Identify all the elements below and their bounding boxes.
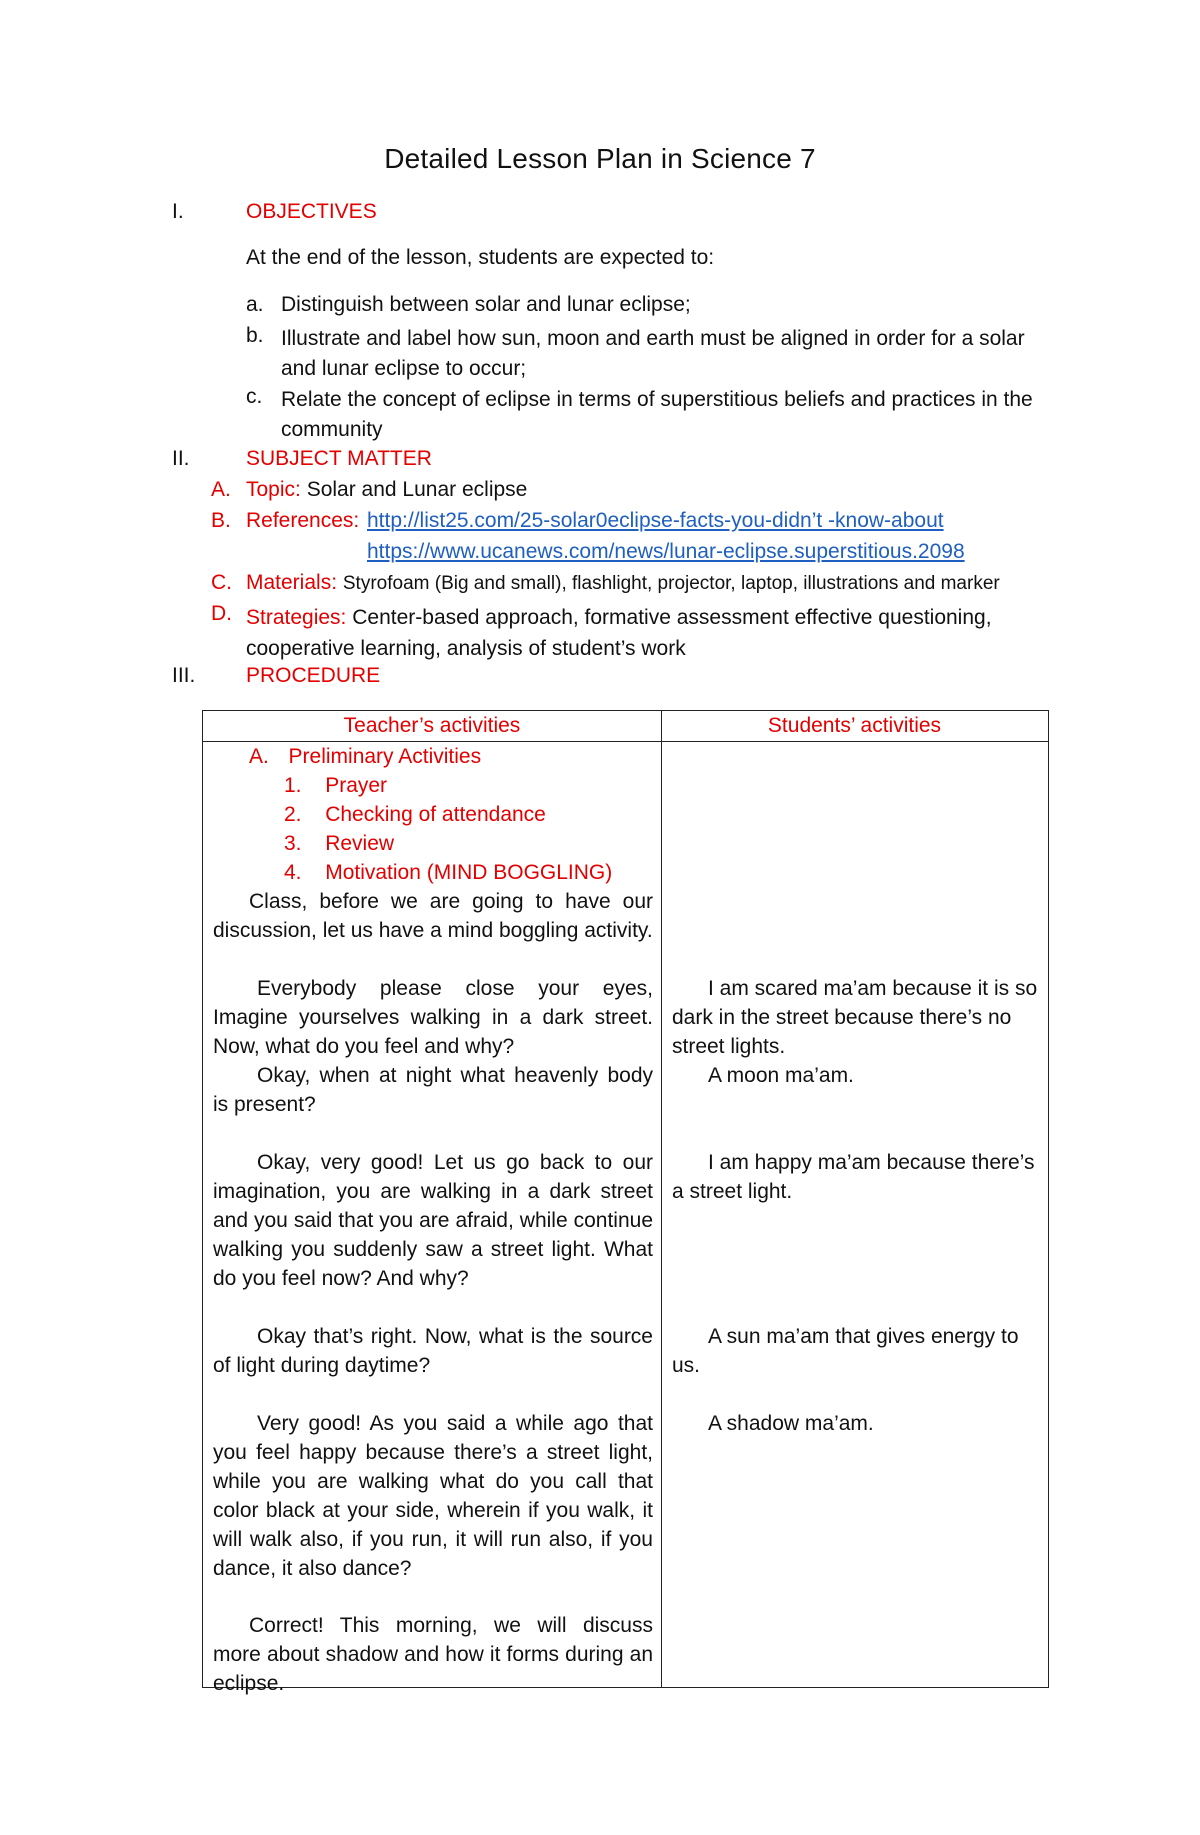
item-number: 1. bbox=[284, 774, 302, 797]
table-header-students: Students’ activities bbox=[767, 714, 942, 737]
section-heading-objectives: OBJECTIVES bbox=[246, 200, 377, 223]
section-numeral-subject: II. bbox=[172, 447, 190, 470]
item-number: 2. bbox=[284, 803, 302, 826]
preliminary-item bbox=[213, 800, 653, 829]
materials-line bbox=[246, 571, 1000, 595]
student-response: A shadow ma’am. bbox=[708, 1412, 874, 1435]
teacher-paragraph: Okay, when at night what heavenly body is present? bbox=[213, 1064, 653, 1116]
teacher-paragraph: Very good! As you said a while ago that you feel happy because there’s a street light, while you are walking what do you call that color black at your side, wherein if you walk, it will walk also, if you run, it will run also, if you dance, it also dance? bbox=[213, 1412, 653, 1580]
preliminary-heading bbox=[213, 742, 653, 771]
reference-link-2[interactable]: https://www.ucanews.com/news/lunar-eclipse.superstitious.2098 bbox=[367, 540, 965, 563]
objective-item: Distinguish between solar and lunar eclipse; bbox=[281, 293, 691, 316]
teacher-paragraph: Class, before we are going to have our discussion, let us have a mind boggling activity. bbox=[213, 890, 653, 942]
section-heading-subject: SUBJECT MATTER bbox=[246, 447, 432, 470]
page-title: Detailed Lesson Plan in Science 7 bbox=[384, 143, 816, 174]
teacher-paragraph: Correct! This morning, we will discuss more about shadow and how it forms during an eclipse. bbox=[213, 1614, 653, 1695]
item-text: Checking of attendance bbox=[325, 803, 546, 826]
section-heading-procedure: PROCEDURE bbox=[246, 664, 381, 687]
preliminary-heading-text: Preliminary Activities bbox=[288, 745, 482, 768]
section-numeral-objectives: I. bbox=[172, 200, 184, 223]
teacher-paragraph: Everybody please close your eyes, Imagine yourselves walking in a dark street. Now, what do you feel and why? bbox=[213, 977, 653, 1058]
teacher-paragraph: Okay that’s right. Now, what is the source of light during daytime? bbox=[213, 1325, 653, 1377]
strategies-label: Strategies: bbox=[246, 606, 347, 629]
objective-item: Illustrate and label how sun, moon and earth must be aligned in order for a solar and lunar eclipse to occur; bbox=[281, 327, 1025, 380]
student-response: A sun ma’am that gives energy to us. bbox=[672, 1325, 1019, 1377]
preliminary-item bbox=[213, 829, 653, 858]
objective-item: Relate the concept of eclipse in terms of superstitious beliefs and practices in the community bbox=[281, 388, 1033, 441]
item-number: 4. bbox=[284, 861, 302, 884]
topic-letter: A. bbox=[211, 478, 231, 501]
student-response: I am scared ma’am because it is so dark in the street because there’s no street lights. bbox=[672, 977, 1038, 1058]
student-response: I am happy ma’am because there’s a street light. bbox=[672, 1151, 1035, 1203]
objective-letter: c. bbox=[246, 385, 263, 408]
objective-letter: a. bbox=[246, 293, 264, 316]
materials-value: Styrofoam (Big and small), flashlight, projector, laptop, illustrations and marker bbox=[342, 573, 1000, 594]
preliminary-item bbox=[213, 858, 653, 887]
teacher-paragraph: Okay, very good! Let us go back to our imagination, you are walking in a dark street and you said that you are afraid, while continue walking you suddenly saw a street light. What do you feel now? And why? bbox=[213, 1151, 653, 1290]
reference-link-1[interactable]: http://list25.com/25-solar0eclipse-facts-you-didn’t -know-about bbox=[367, 509, 944, 532]
topic-label: Topic: bbox=[246, 478, 301, 501]
references-label: References: bbox=[246, 509, 360, 532]
activities-table bbox=[202, 710, 1049, 1695]
preliminary-block bbox=[213, 742, 653, 887]
table-header-teacher: Teacher’s activities bbox=[343, 714, 521, 737]
table-column-divider bbox=[661, 711, 662, 1687]
preliminary-item bbox=[213, 771, 653, 800]
strategies-letter: D. bbox=[211, 602, 232, 625]
preliminary-letter: A. bbox=[249, 745, 269, 768]
strategies-value: Center-based approach, formative assessment effective questioning, cooperative learning, analysis of student’s work bbox=[246, 606, 992, 660]
topic-line bbox=[246, 478, 527, 502]
materials-letter: C. bbox=[211, 571, 232, 594]
references-letter: B. bbox=[211, 509, 231, 532]
strategies-line bbox=[246, 602, 1026, 664]
section-numeral-procedure: III. bbox=[172, 664, 196, 687]
item-text: Prayer bbox=[325, 774, 388, 797]
topic-value: Solar and Lunar eclipse bbox=[306, 478, 528, 501]
item-text: Review bbox=[325, 832, 395, 855]
item-number: 3. bbox=[284, 832, 302, 855]
objective-letter: b. bbox=[246, 324, 264, 347]
materials-label: Materials: bbox=[246, 571, 338, 594]
item-text: Motivation (MIND BOGGLING) bbox=[325, 861, 613, 884]
objectives-intro: At the end of the lesson, students are expected to: bbox=[246, 246, 715, 269]
student-response: A moon ma’am. bbox=[708, 1064, 854, 1087]
